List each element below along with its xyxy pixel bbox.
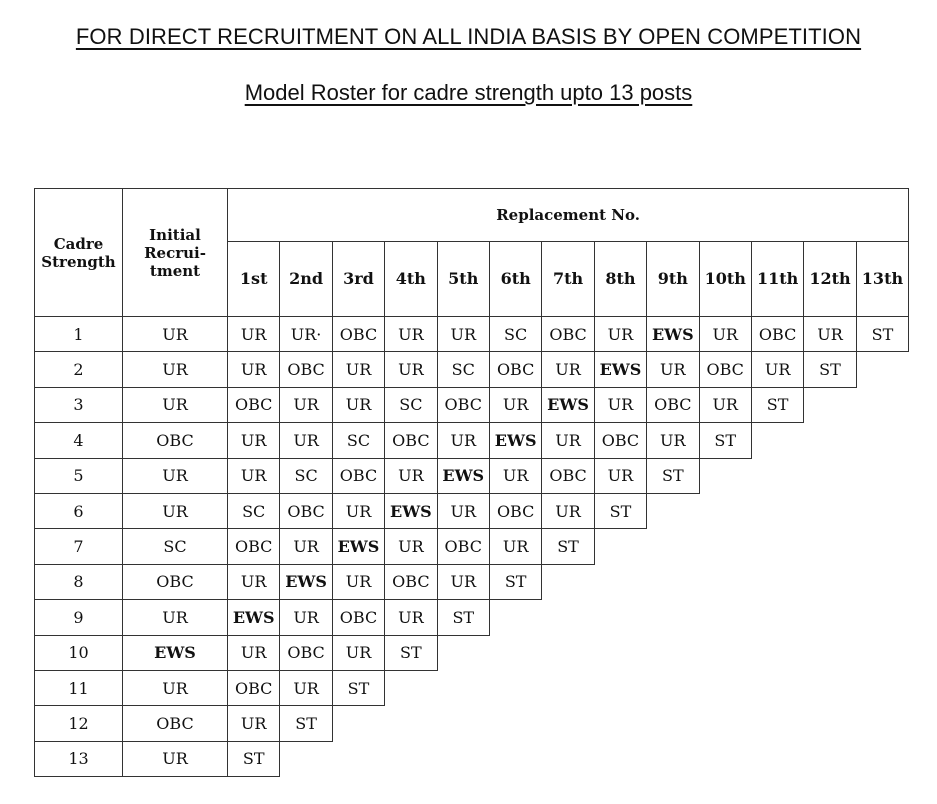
replacement-cell: OBC	[332, 458, 384, 493]
replacement-cell: UR	[280, 423, 332, 458]
initial-recruitment-cell: OBC	[123, 564, 228, 599]
empty-cell	[437, 635, 489, 670]
table-row	[35, 600, 909, 635]
replacement-cell: UR	[332, 564, 384, 599]
initial-recruitment-cell: UR	[123, 317, 228, 352]
empty-cell	[804, 670, 856, 705]
empty-cell	[751, 529, 803, 564]
initial-recruitment-cell: UR	[123, 352, 228, 387]
empty-cell	[804, 600, 856, 635]
replacement-cell: UR	[699, 317, 751, 352]
initial-recruitment-cell: UR	[123, 458, 228, 493]
initial-recruitment-cell: UR	[123, 600, 228, 635]
header-replacement-5: 5th	[437, 242, 489, 317]
initial-recruitment-cell: OBC	[123, 423, 228, 458]
replacement-cell: UR	[804, 317, 856, 352]
replacement-cell: SC	[489, 317, 541, 352]
empty-cell	[751, 493, 803, 528]
empty-cell	[856, 352, 909, 387]
empty-cell	[542, 670, 594, 705]
replacement-cell: UR	[332, 493, 384, 528]
replacement-cell: EWS	[332, 529, 384, 564]
replacement-cell: UR	[280, 387, 332, 422]
replacement-cell: UR	[385, 529, 437, 564]
replacement-cell: UR	[385, 317, 437, 352]
empty-cell	[699, 741, 751, 776]
empty-cell	[542, 706, 594, 741]
replacement-cell: EWS	[280, 564, 332, 599]
empty-cell	[437, 706, 489, 741]
page-subtitle: Model Roster for cadre strength upto 13 posts	[244, 80, 693, 105]
empty-cell	[751, 458, 803, 493]
empty-cell	[699, 706, 751, 741]
empty-cell	[699, 600, 751, 635]
replacement-cell: UR	[489, 387, 541, 422]
initial-recruitment-cell: UR	[123, 493, 228, 528]
empty-cell	[647, 670, 699, 705]
replacement-cell: EWS	[228, 600, 280, 635]
empty-cell	[699, 564, 751, 599]
cadre-strength-cell: 1	[35, 317, 123, 352]
replacement-cell: UR	[542, 423, 594, 458]
replacement-cell: UR	[228, 317, 280, 352]
empty-cell	[437, 741, 489, 776]
table-row	[35, 635, 909, 670]
replacement-cell: ST	[647, 458, 699, 493]
replacement-cell: UR	[228, 423, 280, 458]
header-initial-recruitment: Initial Recrui- tment	[123, 189, 228, 317]
empty-cell	[751, 423, 803, 458]
replacement-cell: OBC	[228, 529, 280, 564]
roster-table	[34, 188, 909, 777]
replacement-cell: UR	[542, 352, 594, 387]
header-replacement-12: 12th	[804, 242, 856, 317]
replacement-cell: ST	[804, 352, 856, 387]
cadre-strength-cell: 10	[35, 635, 123, 670]
empty-cell	[699, 493, 751, 528]
replacement-cell: OBC	[332, 317, 384, 352]
replacement-cell: OBC	[280, 352, 332, 387]
replacement-cell: OBC	[437, 529, 489, 564]
replacement-cell: ST	[437, 600, 489, 635]
table-row	[35, 423, 909, 458]
empty-cell	[542, 600, 594, 635]
empty-cell	[751, 706, 803, 741]
cadre-strength-cell: 5	[35, 458, 123, 493]
empty-cell	[437, 670, 489, 705]
empty-cell	[856, 564, 909, 599]
replacement-cell: UR	[647, 423, 699, 458]
empty-cell	[856, 635, 909, 670]
empty-cell	[489, 670, 541, 705]
replacement-cell: UR	[594, 387, 646, 422]
replacement-cell: OBC	[594, 423, 646, 458]
replacement-cell: OBC	[228, 387, 280, 422]
empty-cell	[751, 635, 803, 670]
empty-cell	[594, 670, 646, 705]
table-row	[35, 352, 909, 387]
replacement-cell: ST	[699, 423, 751, 458]
cadre-strength-cell: 12	[35, 706, 123, 741]
header-cadre-strength: Cadre Strength	[35, 189, 123, 317]
replacement-cell: SC	[437, 352, 489, 387]
empty-cell	[280, 741, 332, 776]
header-replacement-10: 10th	[699, 242, 751, 317]
empty-cell	[856, 423, 909, 458]
replacement-cell: ST	[385, 635, 437, 670]
empty-cell	[332, 706, 384, 741]
replacement-cell: OBC	[542, 317, 594, 352]
replacement-cell: ST	[594, 493, 646, 528]
empty-cell	[856, 741, 909, 776]
empty-cell	[332, 741, 384, 776]
replacement-cell: OBC	[332, 600, 384, 635]
cadre-strength-cell: 6	[35, 493, 123, 528]
empty-cell	[594, 564, 646, 599]
replacement-cell: ST	[332, 670, 384, 705]
empty-cell	[385, 706, 437, 741]
empty-cell	[699, 670, 751, 705]
header-replacement-no: Replacement No.	[228, 189, 909, 242]
replacement-cell: ST	[542, 529, 594, 564]
replacement-cell: UR	[385, 600, 437, 635]
empty-cell	[751, 670, 803, 705]
empty-cell	[542, 635, 594, 670]
empty-cell	[804, 493, 856, 528]
replacement-cell: OBC	[385, 423, 437, 458]
replacement-cell: UR	[332, 387, 384, 422]
replacement-cell: OBC	[489, 493, 541, 528]
empty-cell	[856, 458, 909, 493]
replacement-cell: UR	[489, 458, 541, 493]
replacement-cell: SC	[385, 387, 437, 422]
header-replacement-2: 2nd	[280, 242, 332, 317]
initial-recruitment-cell: UR	[123, 670, 228, 705]
empty-cell	[647, 706, 699, 741]
empty-cell	[594, 529, 646, 564]
replacement-cell: UR	[228, 635, 280, 670]
replacement-cell: OBC	[385, 564, 437, 599]
replacement-cell: EWS	[647, 317, 699, 352]
empty-cell	[856, 600, 909, 635]
replacement-cell: UR·	[280, 317, 332, 352]
replacement-cell: EWS	[542, 387, 594, 422]
header-replacement-6: 6th	[489, 242, 541, 317]
replacement-cell: ST	[280, 706, 332, 741]
empty-cell	[647, 493, 699, 528]
replacement-cell: UR	[751, 352, 803, 387]
header-replacement-1: 1st	[228, 242, 280, 317]
replacement-cell: UR	[437, 423, 489, 458]
initial-recruitment-cell: UR	[123, 741, 228, 776]
empty-cell	[647, 529, 699, 564]
replacement-cell: OBC	[647, 387, 699, 422]
replacement-cell: EWS	[489, 423, 541, 458]
replacement-cell: UR	[385, 352, 437, 387]
replacement-cell: EWS	[594, 352, 646, 387]
empty-cell	[489, 600, 541, 635]
table-row	[35, 741, 909, 776]
replacement-cell: UR	[228, 352, 280, 387]
empty-cell	[751, 600, 803, 635]
table-row	[35, 706, 909, 741]
empty-cell	[699, 458, 751, 493]
replacement-cell: UR	[228, 564, 280, 599]
replacement-cell: OBC	[489, 352, 541, 387]
empty-cell	[489, 706, 541, 741]
cadre-strength-cell: 11	[35, 670, 123, 705]
replacement-cell: OBC	[280, 635, 332, 670]
empty-cell	[804, 564, 856, 599]
replacement-cell: OBC	[751, 317, 803, 352]
table-row	[35, 387, 909, 422]
roster-body	[35, 317, 909, 777]
replacement-cell: UR	[699, 387, 751, 422]
replacement-cell: UR	[489, 529, 541, 564]
empty-cell	[647, 635, 699, 670]
empty-cell	[804, 423, 856, 458]
replacement-cell: UR	[332, 352, 384, 387]
header-replacement-13: 13th	[856, 242, 909, 317]
header-replacement-4: 4th	[385, 242, 437, 317]
empty-cell	[804, 387, 856, 422]
replacement-cell: ST	[751, 387, 803, 422]
replacement-cell: OBC	[542, 458, 594, 493]
table-row	[35, 670, 909, 705]
replacement-cell: EWS	[385, 493, 437, 528]
replacement-cell: UR	[437, 564, 489, 599]
empty-cell	[647, 564, 699, 599]
table-row	[35, 529, 909, 564]
empty-cell	[542, 564, 594, 599]
table-row	[35, 564, 909, 599]
empty-cell	[804, 635, 856, 670]
replacement-cell: UR	[437, 493, 489, 528]
empty-cell	[856, 670, 909, 705]
initial-recruitment-cell: OBC	[123, 706, 228, 741]
empty-cell	[385, 670, 437, 705]
empty-cell	[542, 741, 594, 776]
initial-recruitment-cell: EWS	[123, 635, 228, 670]
empty-cell	[856, 706, 909, 741]
page-title: FOR DIRECT RECRUITMENT ON ALL INDIA BASIS BY OPEN COMPETITION	[75, 24, 862, 49]
replacement-cell: OBC	[280, 493, 332, 528]
empty-cell	[804, 706, 856, 741]
header-replacement-8: 8th	[594, 242, 646, 317]
header-replacement-3: 3rd	[332, 242, 384, 317]
replacement-cell: UR	[437, 317, 489, 352]
replacement-cell: OBC	[437, 387, 489, 422]
cadre-strength-cell: 9	[35, 600, 123, 635]
cadre-strength-cell: 2	[35, 352, 123, 387]
empty-cell	[856, 387, 909, 422]
replacement-cell: OBC	[699, 352, 751, 387]
replacement-cell: UR	[228, 706, 280, 741]
empty-cell	[804, 529, 856, 564]
empty-cell	[647, 600, 699, 635]
empty-cell	[751, 564, 803, 599]
cadre-strength-cell: 8	[35, 564, 123, 599]
table-row	[35, 493, 909, 528]
replacement-cell: SC	[228, 493, 280, 528]
header-replacement-11: 11th	[751, 242, 803, 317]
replacement-cell: UR	[228, 458, 280, 493]
initial-recruitment-cell: SC	[123, 529, 228, 564]
empty-cell	[594, 600, 646, 635]
empty-cell	[594, 706, 646, 741]
empty-cell	[594, 635, 646, 670]
replacement-cell: ST	[228, 741, 280, 776]
replacement-cell: UR	[385, 458, 437, 493]
header-replacement-7: 7th	[542, 242, 594, 317]
replacement-cell: ST	[856, 317, 909, 352]
replacement-cell: UR	[542, 493, 594, 528]
replacement-cell: ST	[489, 564, 541, 599]
replacement-cell: UR	[594, 317, 646, 352]
replacement-cell: EWS	[437, 458, 489, 493]
empty-cell	[594, 741, 646, 776]
empty-cell	[647, 741, 699, 776]
replacement-cell: UR	[280, 670, 332, 705]
empty-cell	[489, 741, 541, 776]
initial-recruitment-cell: UR	[123, 387, 228, 422]
replacement-cell: UR	[280, 600, 332, 635]
empty-cell	[804, 741, 856, 776]
replacement-cell: SC	[332, 423, 384, 458]
replacement-cell: UR	[594, 458, 646, 493]
replacement-cell: UR	[332, 635, 384, 670]
empty-cell	[699, 635, 751, 670]
cadre-strength-cell: 3	[35, 387, 123, 422]
replacement-cell: UR	[647, 352, 699, 387]
header-replacement-9: 9th	[647, 242, 699, 317]
table-row	[35, 458, 909, 493]
empty-cell	[804, 458, 856, 493]
cadre-strength-cell: 4	[35, 423, 123, 458]
empty-cell	[489, 635, 541, 670]
empty-cell	[856, 493, 909, 528]
cadre-strength-cell: 13	[35, 741, 123, 776]
cadre-strength-cell: 7	[35, 529, 123, 564]
replacement-cell: UR	[280, 529, 332, 564]
empty-cell	[699, 529, 751, 564]
replacement-cell: OBC	[228, 670, 280, 705]
empty-cell	[385, 741, 437, 776]
empty-cell	[856, 529, 909, 564]
replacement-cell: SC	[280, 458, 332, 493]
empty-cell	[751, 741, 803, 776]
table-row	[35, 317, 909, 352]
